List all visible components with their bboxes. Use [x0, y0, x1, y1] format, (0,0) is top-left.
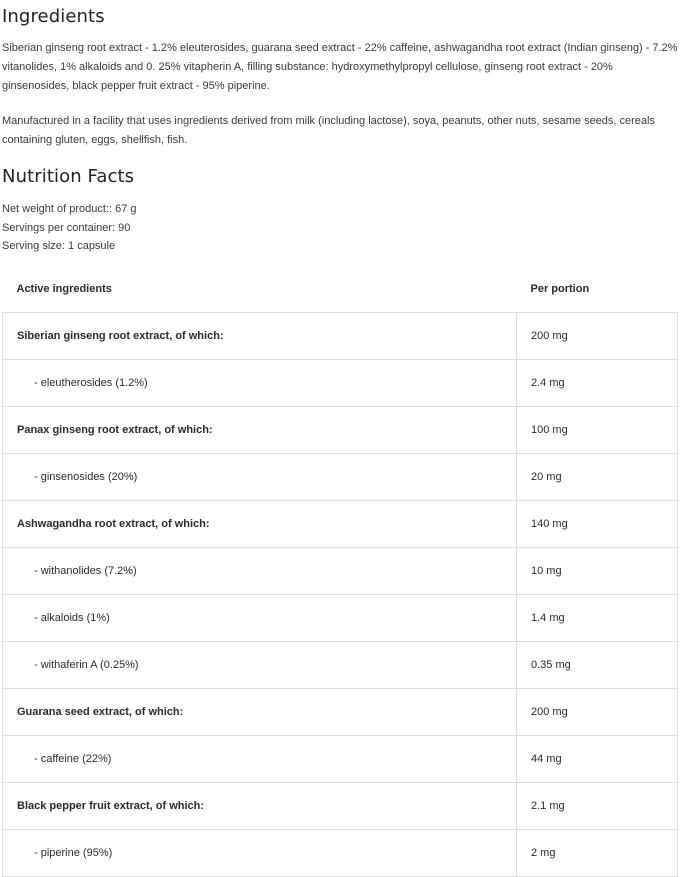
ingredient-amount: 2.4 mg: [517, 359, 678, 406]
ingredients-text: Siberian ginseng root extract - 1.2% eleuterosides, guarana seed extract - 22% caffeine, ashwagandha root extract (Indian ginseng) - 7.2% vitanolides, 1% alkaloids and 0. 25% vitapherin A, filling substance: hydroxymethylpropyl cellulose, ginseng root extract - 20% ginsenosides, black pepper fruit extract - 95% piperine.: [2, 42, 678, 92]
ingredient-name: Ashwagandha root extract, of which:: [3, 500, 517, 547]
net-weight: Net weight of product:: 67 g: [2, 203, 137, 215]
nutrition-table: [2, 266, 678, 877]
table-row: [3, 312, 678, 359]
ingredient-name: Guarana seed extract, of which:: [3, 688, 517, 735]
ingredients-heading: Ingredients: [2, 6, 105, 27]
table-row: [3, 500, 678, 547]
ingredient-amount: 0.35 mg: [517, 641, 678, 688]
servings-per-container: Servings per container: 90: [2, 221, 131, 234]
table-row: [3, 641, 678, 688]
nutrition-meta: [2, 200, 682, 256]
ingredient-amount: 2 mg: [517, 829, 678, 876]
ingredient-name: Black pepper fruit extract, of which:: [3, 782, 517, 829]
ingredient-amount: 140 mg: [517, 500, 678, 547]
nutrition-facts-heading: Nutrition Facts: [2, 166, 135, 187]
ingredient-amount: 100 mg: [517, 406, 678, 453]
serving-size: Serving size: 1 capsule: [2, 240, 116, 252]
ingredient-name: Siberian ginseng root extract, of which:: [3, 312, 517, 359]
table-row: [3, 406, 678, 453]
ingredient-amount: 200 mg: [517, 688, 678, 735]
ingredient-name: Panax ginseng root extract, of which:: [3, 406, 517, 453]
ingredient-amount: 10 mg: [517, 547, 678, 594]
ingredient-name: - caffeine (22%): [3, 735, 517, 782]
ingredient-amount: 44 mg: [517, 735, 678, 782]
table-body: [3, 312, 678, 876]
table-row: [3, 453, 678, 500]
ingredient-name: - ginsenosides (20%): [3, 453, 517, 500]
ingredient-name: - withanolides (7.2%): [3, 547, 517, 594]
table-header-row: [3, 266, 678, 313]
table-row: [3, 547, 678, 594]
ingredient-amount: 1.4 mg: [517, 594, 678, 641]
table-row: [3, 594, 678, 641]
ingredient-amount: 20 mg: [517, 453, 678, 500]
table-row: [3, 782, 678, 829]
table-row: [3, 359, 678, 406]
column-header-per-portion: Per portion: [517, 266, 678, 313]
table-row: [3, 735, 678, 782]
column-header-active-ingredients: Active ingredients: [3, 266, 517, 313]
ingredient-name: - alkaloids (1%): [3, 594, 517, 641]
ingredient-name: - piperine (95%): [3, 829, 517, 876]
allergen-note: Manufactured in a facility that uses ingredients derived from milk (including lactose), soya, peanuts, other nuts, sesame seeds, cereals containing gluten, eggs, shellfish, fish.: [2, 115, 655, 146]
ingredient-name: - eleutherosides (1.2%): [3, 359, 517, 406]
ingredient-name: - withaferin A (0.25%): [3, 641, 517, 688]
table-row: [3, 688, 678, 735]
ingredient-amount: 2.1 mg: [517, 782, 678, 829]
ingredient-amount: 200 mg: [517, 312, 678, 359]
